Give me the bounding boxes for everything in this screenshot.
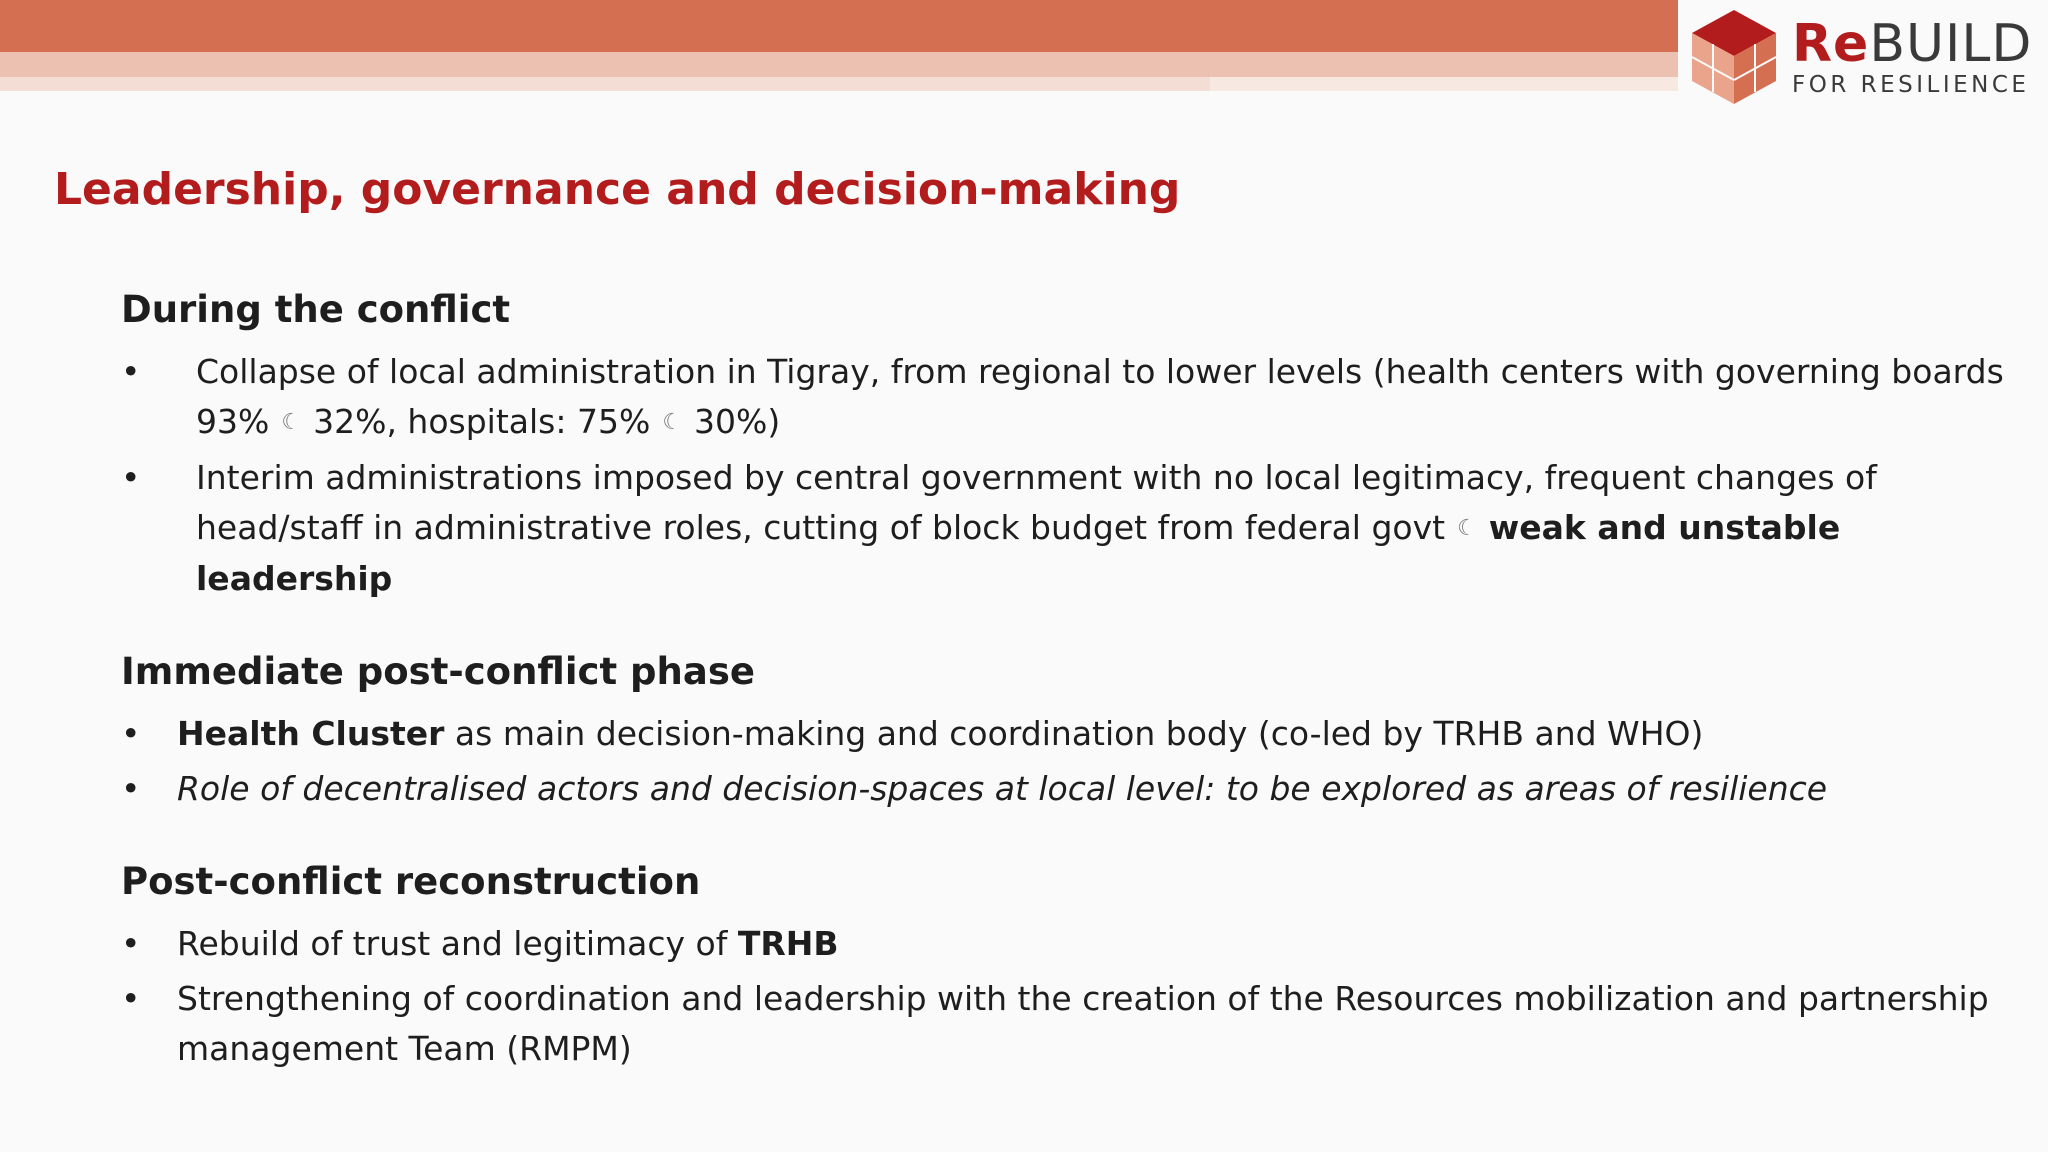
list-item [121,919,2021,969]
header-band-faint-right [1210,77,1678,91]
bullet-list [121,347,2021,604]
logo-main-text [1792,16,2032,72]
slide-content [121,285,2021,1079]
header-band-light [0,52,1678,77]
bullet-dot: • [121,769,141,808]
bullet-text: Role of decentralised actors and decision-spaces at local level: to be explored as areas of resilience [177,769,1828,808]
bullet-text: Strengthening of coordination and leadership with the creation of the Resources mobilization and partnership management Team (RMPM) [177,979,1989,1068]
section-post-conflict-reconstruction [121,857,2021,1074]
rebuild-logo [1692,10,2032,106]
bullet-dot: • [121,924,141,963]
bullet-text-part: 30%) [694,402,781,441]
list-item [121,764,2021,814]
bullet-text-bold: Health Cluster [177,714,445,753]
cube-logo-icon [1692,10,1776,104]
header-band-dark [0,0,1678,52]
arrow-icon: ☾ [662,410,683,435]
logo-subtitle: FOR RESILIENCE [1792,72,2030,98]
list-item [121,709,2021,759]
header-band-faint [0,77,1210,91]
bullet-list [121,919,2021,1074]
logo-build: BUILD [1869,14,2033,74]
list-item [121,347,2021,448]
bullet-text-bold: weak and unstable leadership [196,508,1841,598]
bullet-text-bold: TRHB [737,924,839,963]
section-heading: Immediate post-conflict phase [121,650,755,693]
bullet-text-part: Collapse of local administration in Tigray, from regional to lower levels (health centers with governing boards 93% [196,352,2004,441]
bullet-text-part: Interim administrations imposed by central government with no local legitimacy, frequent changes of head/staff in administrative roles, cutting of block budget from federal govt [196,458,1877,547]
arrow-icon: ☾ [281,410,302,435]
bullet-text-part: Rebuild of trust and legitimacy of [177,924,738,963]
logo-wordmark [1792,16,2032,98]
bullet-text-part: as main decision-making and coordination body (co-led by TRHB and WHO) [444,714,1704,753]
arrow-icon: ☾ [1457,516,1477,541]
bullet-list [121,709,2021,814]
bullet-text [121,709,2021,759]
section-immediate-post-conflict [121,647,2021,814]
bullet-text [121,919,2021,969]
bullet-text-part: 32%, hospitals: 75% [313,402,651,441]
section-heading: During the conflict [121,288,511,331]
section-heading: Post-conflict reconstruction [121,860,701,903]
bullet-dot: • [121,458,141,497]
bullet-text [121,453,2021,604]
slide-title: Leadership, governance and decision-making [54,164,1181,215]
list-item [121,453,2021,604]
list-item [121,974,2021,1074]
logo-re: Re [1792,14,1870,74]
bullet-dot: • [121,979,141,1018]
section-during-conflict [121,285,2021,604]
bullet-dot: • [121,352,141,391]
bullet-text [121,347,2021,448]
bullet-dot: • [121,714,141,753]
